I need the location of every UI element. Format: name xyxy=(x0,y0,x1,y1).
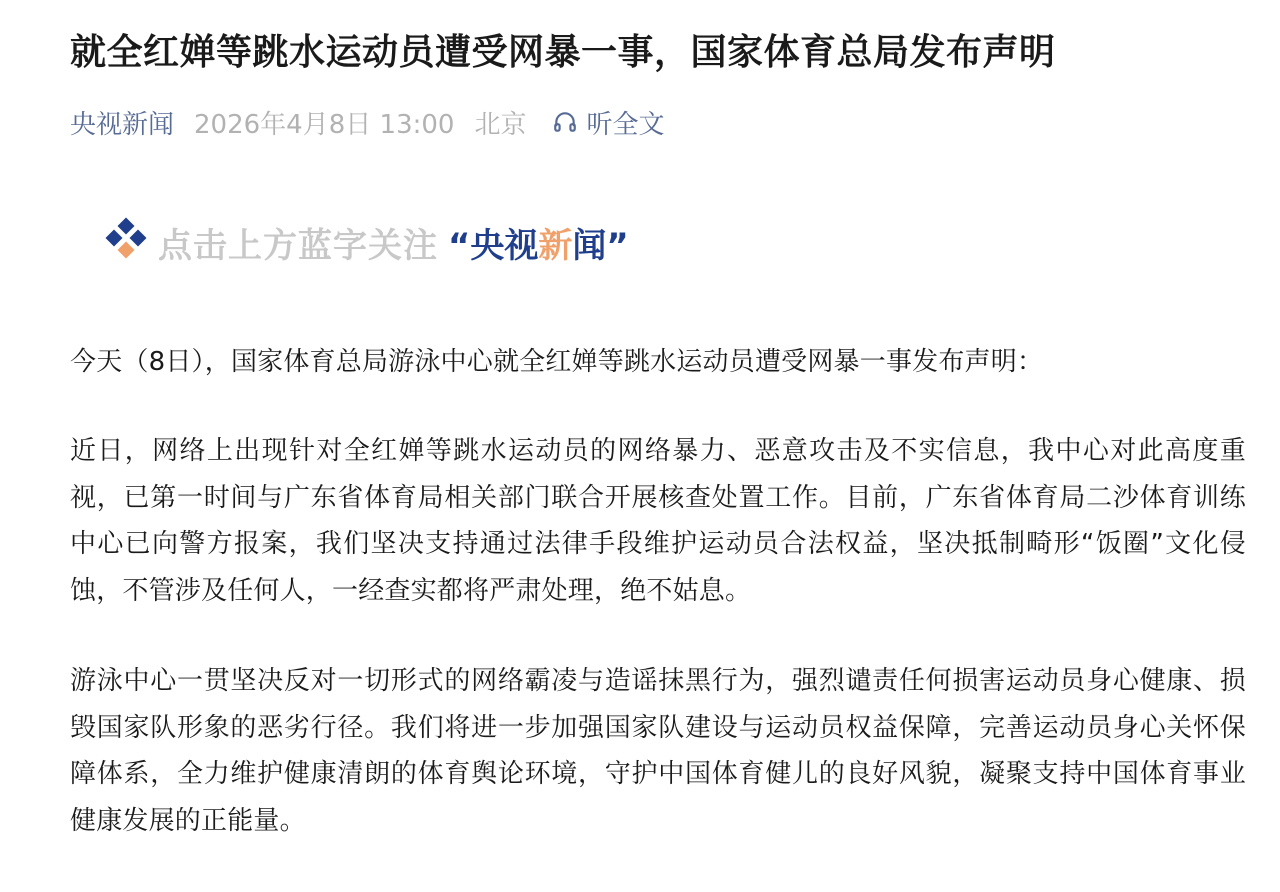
cctv-news-diamond-logo xyxy=(100,216,152,268)
listen-full-text-button[interactable] xyxy=(552,104,664,141)
banner-brand-part2: 新 xyxy=(538,225,573,266)
publish-date: 2026年4月8日 13:00 xyxy=(194,109,455,140)
article-paragraph-intro: 今天（8日），国家体育总局游泳中心就全红婵等跳水运动员遭受网暴一事发布声明： xyxy=(70,347,1044,377)
article-meta xyxy=(70,102,665,142)
banner-brand xyxy=(448,218,629,267)
listen-label: 听全文 xyxy=(586,109,665,140)
article-title: 就全红婵等跳水运动员遭受网暴一事，国家体育总局发布声明 xyxy=(70,32,1056,73)
article-paragraph-position: 游泳中心一贯坚决反对一切形式的网络霸凌与造谣抹黑行为，强烈谴责任何损害运动员身心健康、损毁国家队形象的恶劣行径。我们将进一步加强国家队建设与运动员权益保障，完善运动员身心关怀保障体系，全力维护健康清朗的体育舆论环境，守护中国体育健儿的良好风貌，凝聚支持中国体育事业健康发展的正能量。 xyxy=(70,666,1246,836)
banner-brand-part3: 闻 xyxy=(572,225,607,266)
follow-banner[interactable] xyxy=(100,212,629,272)
banner-quote-close: ” xyxy=(606,225,629,266)
headphones-icon xyxy=(552,109,578,135)
banner-brand-part1: 央视 xyxy=(470,225,539,266)
publish-location: 北京 xyxy=(474,109,527,140)
article-paragraph-statement: 近日，网络上出现针对全红婵等跳水运动员的网络暴力、恶意攻击及不实信息，我中心对此高度重视，已第一时间与广东省体育局相关部门联合开展核查处置工作。目前，广东省体育局二沙体育训练中心已向警方报案，我们坚决支持通过法律手段维护运动员合法权益，坚决抵制畸形“饭圈”文化侵蚀，不管涉及任何人，一经查实都将严肃处理，绝不姑息。 xyxy=(70,436,1246,606)
banner-quote-open: “ xyxy=(448,225,471,266)
banner-follow-text: 点击上方蓝字关注 xyxy=(158,225,438,266)
source-account-link[interactable]: 央视新闻 xyxy=(70,109,175,140)
